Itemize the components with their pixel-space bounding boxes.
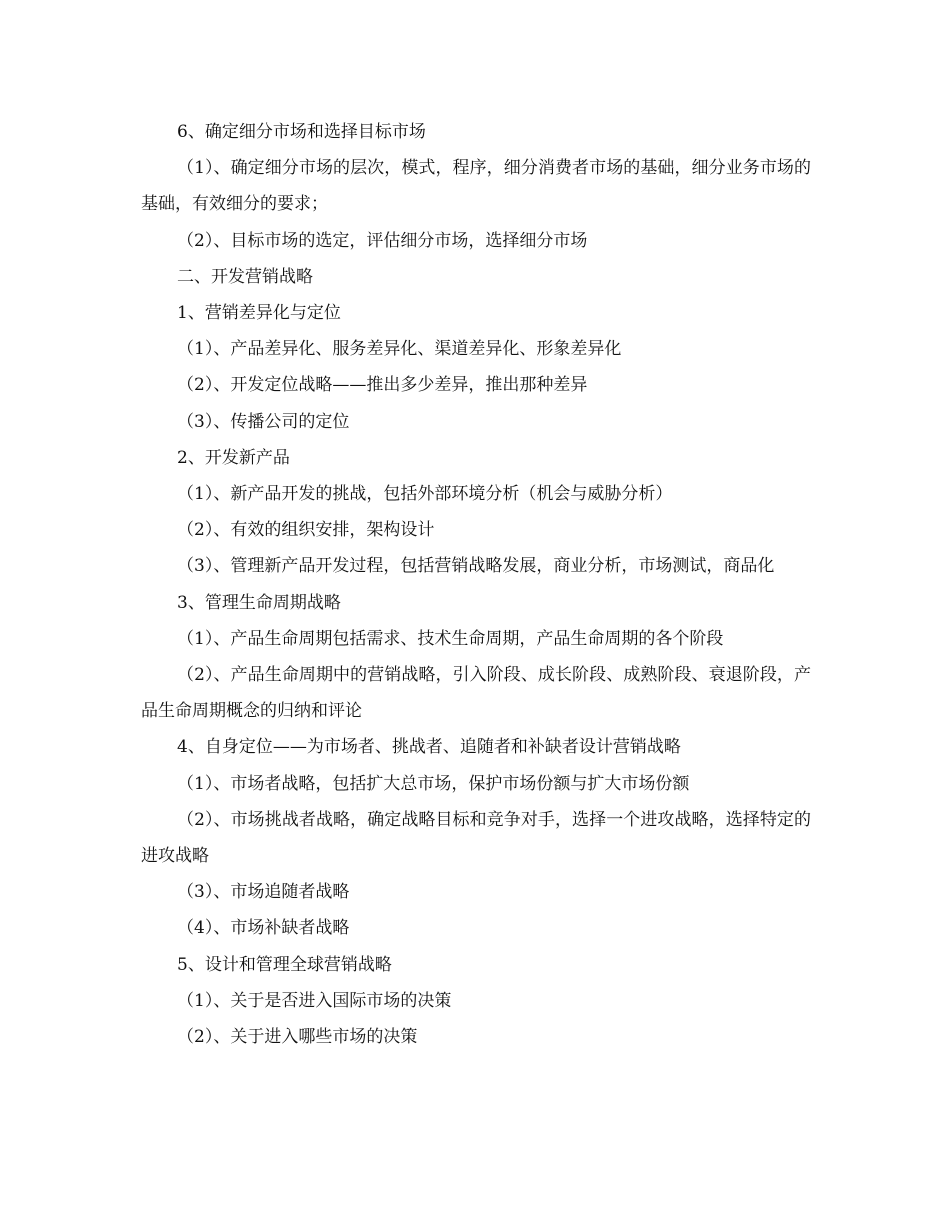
paragraph-new-product-process: （3）、管理新产品开发过程，包括营销战略发展，商业分析，市场测试，商品化 [177,556,775,577]
paragraph-target-market-selection: （2）、目标市场的选定，评估细分市场，选择细分市场 [177,230,588,251]
paragraph-differentiation-types: （1）、产品差异化、服务差异化、渠道差异化、形象差异化 [177,339,622,360]
paragraph-organization: （2）、有效的组织安排，架构设计 [177,520,435,541]
heading-segment-target-market: 6、确定细分市场和选择目标市场 [177,122,426,142]
paragraph-life-cycle-stages: （1）、产品生命周期包括需求、技术生命周期，产品生命周期的各个阶段 [177,628,724,649]
heading-global-marketing: 5、设计和管理全球营销战略 [177,954,392,975]
paragraph-leader-strategy: （1）、市场者战略，包括扩大总市场，保护市场份额与扩大市场份额 [177,773,690,794]
paragraph-new-product-challenge: （1）、新产品开发的挑战，包括外部环境分析（机会与威胁分析） [177,484,673,505]
paragraph-challenger-strategy: （2）、市场挑战者战略，确定战略目标和竞争对手，选择一个进攻战略，选择特定的进攻战略 [141,809,811,867]
paragraph-positioning-strategy: （2）、开发定位战略——推出多少差异，推出那种差异 [177,375,588,396]
heading-life-cycle: 3、管理生命周期战略 [177,592,341,613]
paragraph-life-cycle-strategy: （2）、产品生命周期中的营销战略，引入阶段、成长阶段、成熟阶段、衰退阶段，产品生命周期概念的归纳和评论 [141,665,811,722]
heading-new-product: 2、开发新产品 [177,447,290,468]
section-heading-marketing-strategy: 二、开发营销战略 [177,266,313,287]
paragraph-communicate-positioning: （3）、传播公司的定位 [177,411,350,432]
document-body [141,114,811,1055]
heading-differentiation-positioning: 1、营销差异化与定位 [177,303,341,324]
paragraph-which-markets: （2）、关于进入哪些市场的决策 [177,1027,418,1048]
paragraph-segment-levels: （1）、确定细分市场的层次，模式，程序，细分消费者市场的基础，细分业务市场的基础，有效细分的要求； [141,158,811,215]
heading-self-positioning: 4、自身定位——为市场者、挑战者、追随者和补缺者设计营销战略 [177,737,681,758]
paragraph-enter-international: （1）、关于是否进入国际市场的决策 [177,990,452,1011]
paragraph-nicher-strategy: （4）、市场补缺者战略 [177,918,350,939]
paragraph-follower-strategy: （3）、市场追随者战略 [177,882,350,903]
